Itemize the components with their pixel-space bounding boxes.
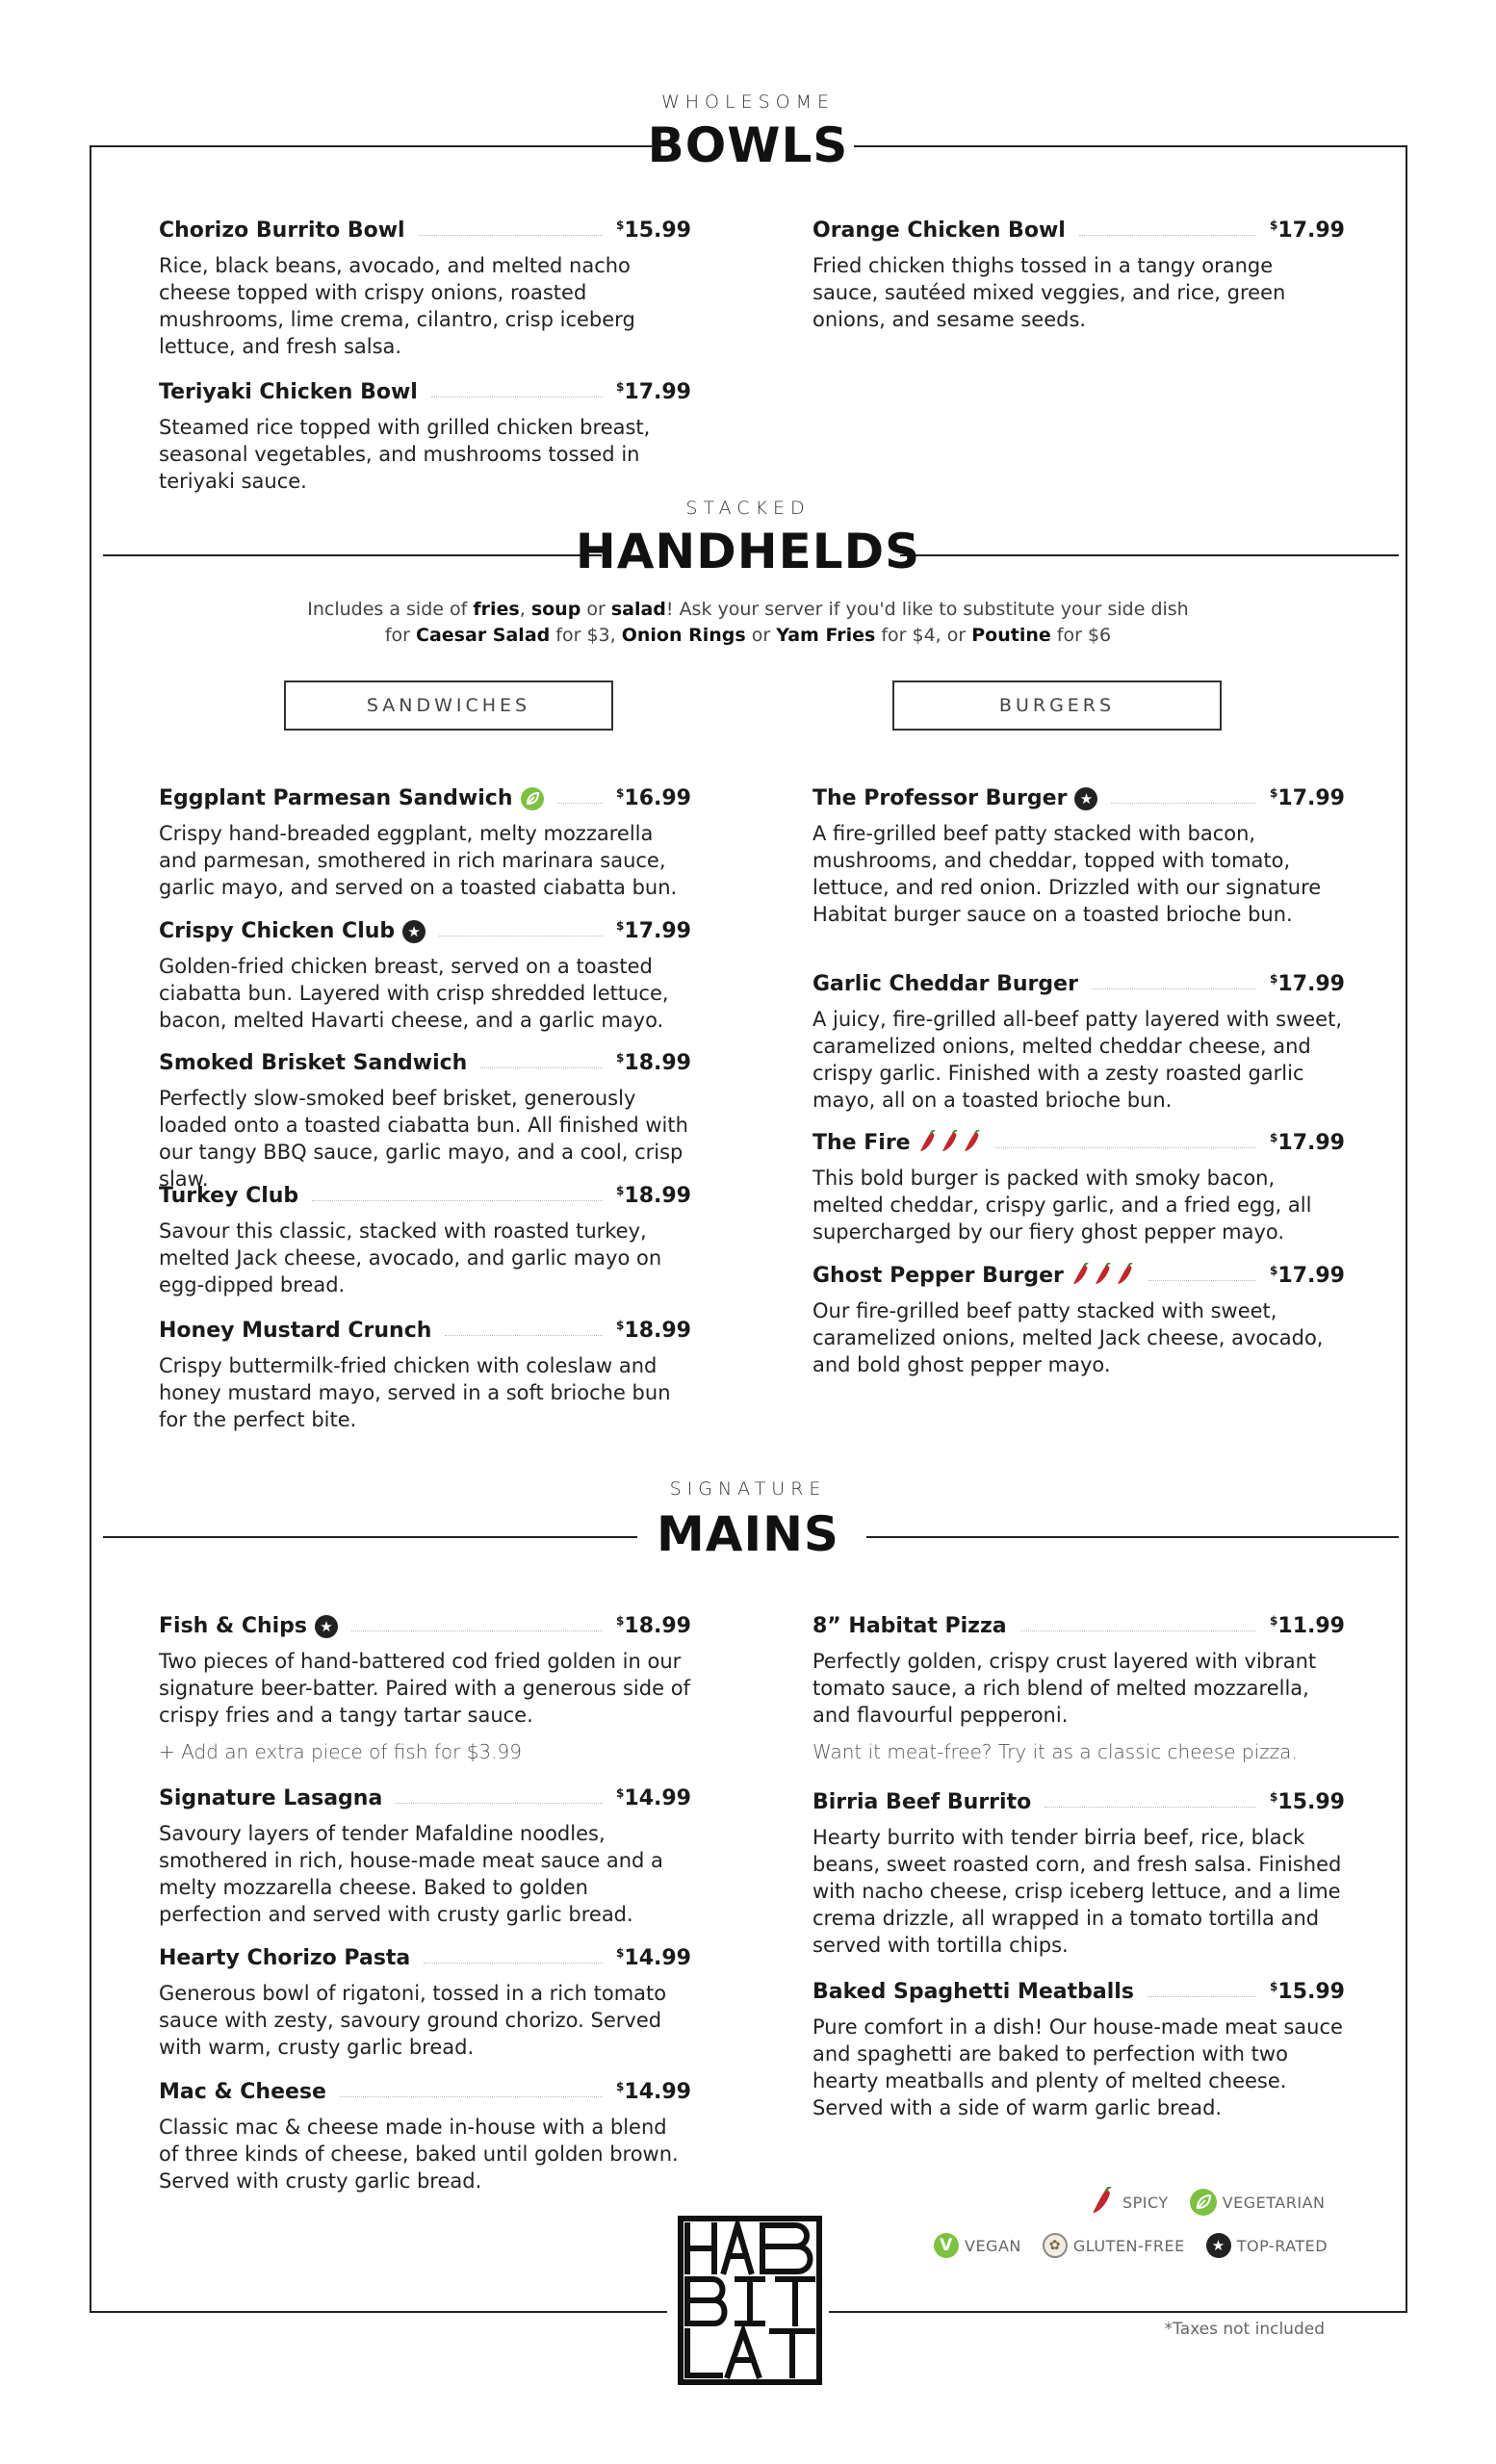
- item-name: Hearty Chorizo Pasta: [159, 1946, 411, 1970]
- item-description: Hearty burrito with tender birria beef, rice, black beans, sweet roasted corn, and fresh salsa. Finished with nacho cheese, crisp iceberg lettuce, and a lime crema drizzle, all wrapped in a tomato tortilla and served with tortilla chips.: [812, 1826, 1342, 1957]
- legend-vegetarian-label: VEGETARIAN: [1222, 2193, 1326, 2212]
- item-price: $18.99: [616, 1319, 691, 1343]
- item-name: Eggplant Parmesan Sandwich: [159, 786, 513, 810]
- item-name: Baked Spaghetti Meatballs: [812, 1980, 1134, 2004]
- item-price: $14.99: [616, 1946, 691, 1970]
- item-description: Perfectly golden, crispy crust layered with vibrant tomato sauce, a rich blend of melted mozzarella, and flavourful pepperoni.: [812, 1650, 1317, 1727]
- menu-item: [159, 214, 691, 360]
- menu-item: [159, 1179, 691, 1298]
- item-description: Our fire-grilled beef patty stacked with sweet, caramelized onions, melted Jack cheese, avocado, and bold ghost pepper mayo.: [812, 1299, 1324, 1376]
- leader-dots: [557, 803, 604, 804]
- item-description: A juicy, fire-grilled all-beef patty layered with sweet, caramelized onions, melted cheddar cheese, and crispy garlic. Finished with a zesty roasted garlic mayo, all on a toasted brioche bun.: [812, 1008, 1342, 1112]
- leader-dots: [419, 235, 603, 236]
- item-description: Crispy hand-breaded eggplant, melty mozzarella and parmesan, smothered in rich marinara sauce, garlic mayo, and served on a toasted ciabatta bun.: [159, 822, 678, 899]
- item-price: $18.99: [616, 1184, 691, 1208]
- leader-dots: [424, 1963, 603, 1964]
- menu-item: [812, 1126, 1345, 1245]
- leader-dots: [445, 1335, 603, 1336]
- menu-item: [159, 1609, 691, 1765]
- item-price: $17.99: [1270, 1264, 1345, 1288]
- item-description: Rice, black beans, avocado, and melted nacho cheese topped with crispy onions, roasted mushrooms, lime crema, cilantro, crisp iceberg lettuce, and fresh salsa.: [159, 254, 635, 358]
- item-price: $17.99: [616, 380, 691, 404]
- item-price: $18.99: [616, 1051, 691, 1075]
- item-name: Signature Lasagna: [159, 1786, 383, 1810]
- item-price: $17.99: [1270, 786, 1345, 810]
- burgers-label: BURGERS: [892, 680, 1222, 731]
- bowls-kicker: WHOLESOME: [660, 91, 836, 113]
- item-name: Teriyaki Chicken Bowl: [159, 380, 418, 404]
- item-name: Turkey Club: [159, 1184, 299, 1208]
- item-name: The Fire: [812, 1131, 911, 1155]
- item-name: Fish & Chips: [159, 1614, 308, 1638]
- item-name: Ghost Pepper Burger: [812, 1264, 1064, 1288]
- leader-dots: [1111, 803, 1256, 804]
- item-price: $17.99: [1270, 218, 1345, 243]
- legend-vegan-label: VEGAN: [965, 2236, 1021, 2255]
- legend-top-rated-label: TOP-RATED: [1236, 2236, 1328, 2255]
- leader-dots: [340, 2096, 603, 2097]
- frame-bottom-right: [829, 2311, 1407, 2313]
- item-description: Crispy buttermilk-fried chicken with coleslaw and honey mustard mayo, served in a soft brioche bun for the perfect bite.: [159, 1354, 671, 1431]
- taxes-footnote: *Taxes not included: [1164, 2320, 1325, 2339]
- item-description: Two pieces of hand-battered cod fried golden in our signature beer-batter. Paired with a generous side of crispy fries and a tangy tartar sauce.: [159, 1650, 690, 1727]
- menu-item: [812, 1609, 1345, 1765]
- item-price: $18.99: [616, 1614, 691, 1638]
- leader-dots: [351, 1630, 603, 1631]
- menu-item: [812, 1259, 1345, 1378]
- spicy-icon: [963, 1130, 982, 1155]
- legend-spicy-label: SPICY: [1122, 2193, 1169, 2212]
- item-description: Steamed rice topped with grilled chicken breast, seasonal vegetables, and mushrooms tossed in teriyaki sauce.: [159, 416, 651, 493]
- vegan-icon: V: [934, 2233, 959, 2258]
- top-rated-icon: ★: [1074, 787, 1097, 810]
- item-description: Fried chicken thighs tossed in a tangy orange sauce, sautéed mixed veggies, and rice, green onions, and sesame seeds.: [812, 254, 1286, 331]
- item-price: $15.99: [1270, 1980, 1345, 2004]
- menu-item: [812, 967, 1345, 1114]
- gluten-free-icon: ✿: [1043, 2233, 1068, 2258]
- handhelds-intro: Includes a side of fries, soup or salad! Ask your server if you'd like to substitute your side dish for Caesar Salad for $3, Onion Rings or Yam Fries for $4, or Poutine for $6: [307, 599, 1189, 646]
- item-price: $17.99: [616, 919, 691, 943]
- menu-item: [812, 1785, 1345, 1959]
- item-description: Classic mac & cheese made in-house with a blend of three kinds of cheese, baked until golden brown. Served with crusty garlic bread.: [159, 2116, 679, 2193]
- menu-item: [159, 1782, 691, 1928]
- spicy-icon: [918, 1130, 938, 1155]
- item-name: Honey Mustard Crunch: [159, 1319, 432, 1343]
- frame-left: [90, 145, 91, 2313]
- item-name: Chorizo Burrito Bowl: [159, 218, 405, 243]
- handhelds-title: HANDHELDS: [575, 524, 921, 579]
- bowls-title: BOWLS: [647, 117, 849, 173]
- handhelds-kicker: STACKED: [685, 498, 811, 519]
- top-rated-icon: ★: [315, 1615, 338, 1638]
- legend-gluten-free-label: GLUTEN-FREE: [1072, 2236, 1185, 2255]
- menu-item: [159, 2075, 691, 2194]
- frame-bottom-left: [90, 2311, 667, 2313]
- top-rated-icon: ★: [1206, 2233, 1231, 2258]
- item-name: Crispy Chicken Club: [159, 919, 396, 943]
- leader-dots: [396, 1803, 603, 1804]
- item-description: Perfectly slow-smoked beef brisket, generously loaded onto a toasted ciabatta bun. All finished with our tangy BBQ sauce, garlic mayo, and a cool, crisp slaw.: [159, 1087, 688, 1191]
- leader-dots: [1092, 988, 1256, 989]
- leader-dots: [480, 1067, 603, 1068]
- item-note: + Add an extra piece of fish for $3.99: [159, 1740, 522, 1763]
- mains-title: MAINS: [657, 1506, 839, 1562]
- menu-item: [812, 1975, 1345, 2121]
- item-price: $14.99: [616, 1786, 691, 1810]
- item-price: $17.99: [1270, 1131, 1345, 1155]
- menu-item: [812, 782, 1345, 928]
- item-description: Savoury layers of tender Mafaldine noodles, smothered in rich, house-made meat sauce and a melty mozzarella cheese. Baked to golden perfection and served with crusty garlic bread.: [159, 1822, 663, 1926]
- item-description: A fire-grilled beef patty stacked with bacon, mushrooms, and cheddar, topped with tomato, lettuce, and red onion. Drizzled with our signature Habitat burger sauce on a toasted brioche bun.: [812, 822, 1322, 926]
- spicy-icon: [941, 1130, 960, 1155]
- vegetarian-icon: [1190, 2189, 1217, 2216]
- leader-dots: [1148, 1996, 1256, 1997]
- item-note: Want it meat-free? Try it as a classic cheese pizza.: [812, 1740, 1298, 1763]
- menu-item: [159, 375, 691, 495]
- item-price: $11.99: [1270, 1614, 1345, 1638]
- habitat-logo: [678, 2216, 822, 2385]
- menu-item: [159, 1046, 691, 1193]
- item-description: Pure comfort in a dish! Our house-made meat sauce and spaghetti are baked to perfection with two hearty meatballs and plenty of melted cheese. Served with a side of warm garlic bread.: [812, 2015, 1343, 2119]
- item-price: $15.99: [1270, 1790, 1345, 1814]
- menu-item: [159, 914, 691, 1034]
- menu-item: [159, 782, 691, 901]
- item-description: Golden-fried chicken breast, served on a toasted ciabatta bun. Layered with crisp shredded lettuce, bacon, melted Havarti cheese, and a garlic mayo.: [159, 955, 669, 1032]
- item-description: This bold burger is packed with smoky bacon, melted cheddar, crispy garlic, and a fried egg, all supercharged by our fiery ghost pepper mayo.: [812, 1167, 1312, 1244]
- item-name: Garlic Cheddar Burger: [812, 972, 1078, 996]
- item-price: $17.99: [1270, 972, 1345, 996]
- top-rated-icon: ★: [402, 920, 426, 943]
- item-description: Savour this classic, stacked with roasted turkey, melted Jack cheese, avocado, and garlic mayo on egg-dipped bread.: [159, 1219, 662, 1296]
- item-description: Generous bowl of rigatoni, tossed in a rich tomato sauce with zesty, savoury ground chorizo. Served with warm, crusty garlic bread.: [159, 1982, 667, 2059]
- legend-row-2: [934, 2233, 1328, 2258]
- leader-dots: [312, 1200, 603, 1201]
- spicy-icon: [1071, 1263, 1091, 1288]
- item-price: $14.99: [616, 2080, 691, 2104]
- item-name: Orange Chicken Bowl: [812, 218, 1066, 243]
- legend-row-1: [1088, 2187, 1325, 2218]
- leader-dots: [439, 936, 603, 937]
- mains-kicker: SIGNATURE: [669, 1478, 827, 1500]
- item-name: Birria Beef Burrito: [812, 1790, 1032, 1814]
- leader-dots: [431, 397, 603, 398]
- menu-item: [159, 1941, 691, 2061]
- item-name: Smoked Brisket Sandwich: [159, 1051, 468, 1075]
- item-price: $15.99: [616, 218, 691, 243]
- item-price: $16.99: [616, 786, 691, 810]
- leader-dots: [1148, 1280, 1256, 1281]
- leader-dots: [1020, 1630, 1256, 1631]
- item-name: 8” Habitat Pizza: [812, 1614, 1007, 1638]
- leader-dots: [1079, 235, 1256, 236]
- leader-dots: [1045, 1807, 1256, 1808]
- item-name: The Professor Burger: [812, 786, 1068, 810]
- menu-item: [159, 1314, 691, 1433]
- spicy-icon: [1094, 1263, 1113, 1288]
- menu-item: [812, 214, 1345, 333]
- spicy-icon: [1116, 1263, 1135, 1288]
- item-name: Mac & Cheese: [159, 2080, 326, 2104]
- spicy-icon: [1088, 2187, 1117, 2218]
- leader-dots: [995, 1147, 1256, 1148]
- vegetarian-icon: [521, 787, 544, 810]
- frame-right: [1406, 145, 1407, 2313]
- sandwiches-label: SANDWICHES: [284, 680, 613, 731]
